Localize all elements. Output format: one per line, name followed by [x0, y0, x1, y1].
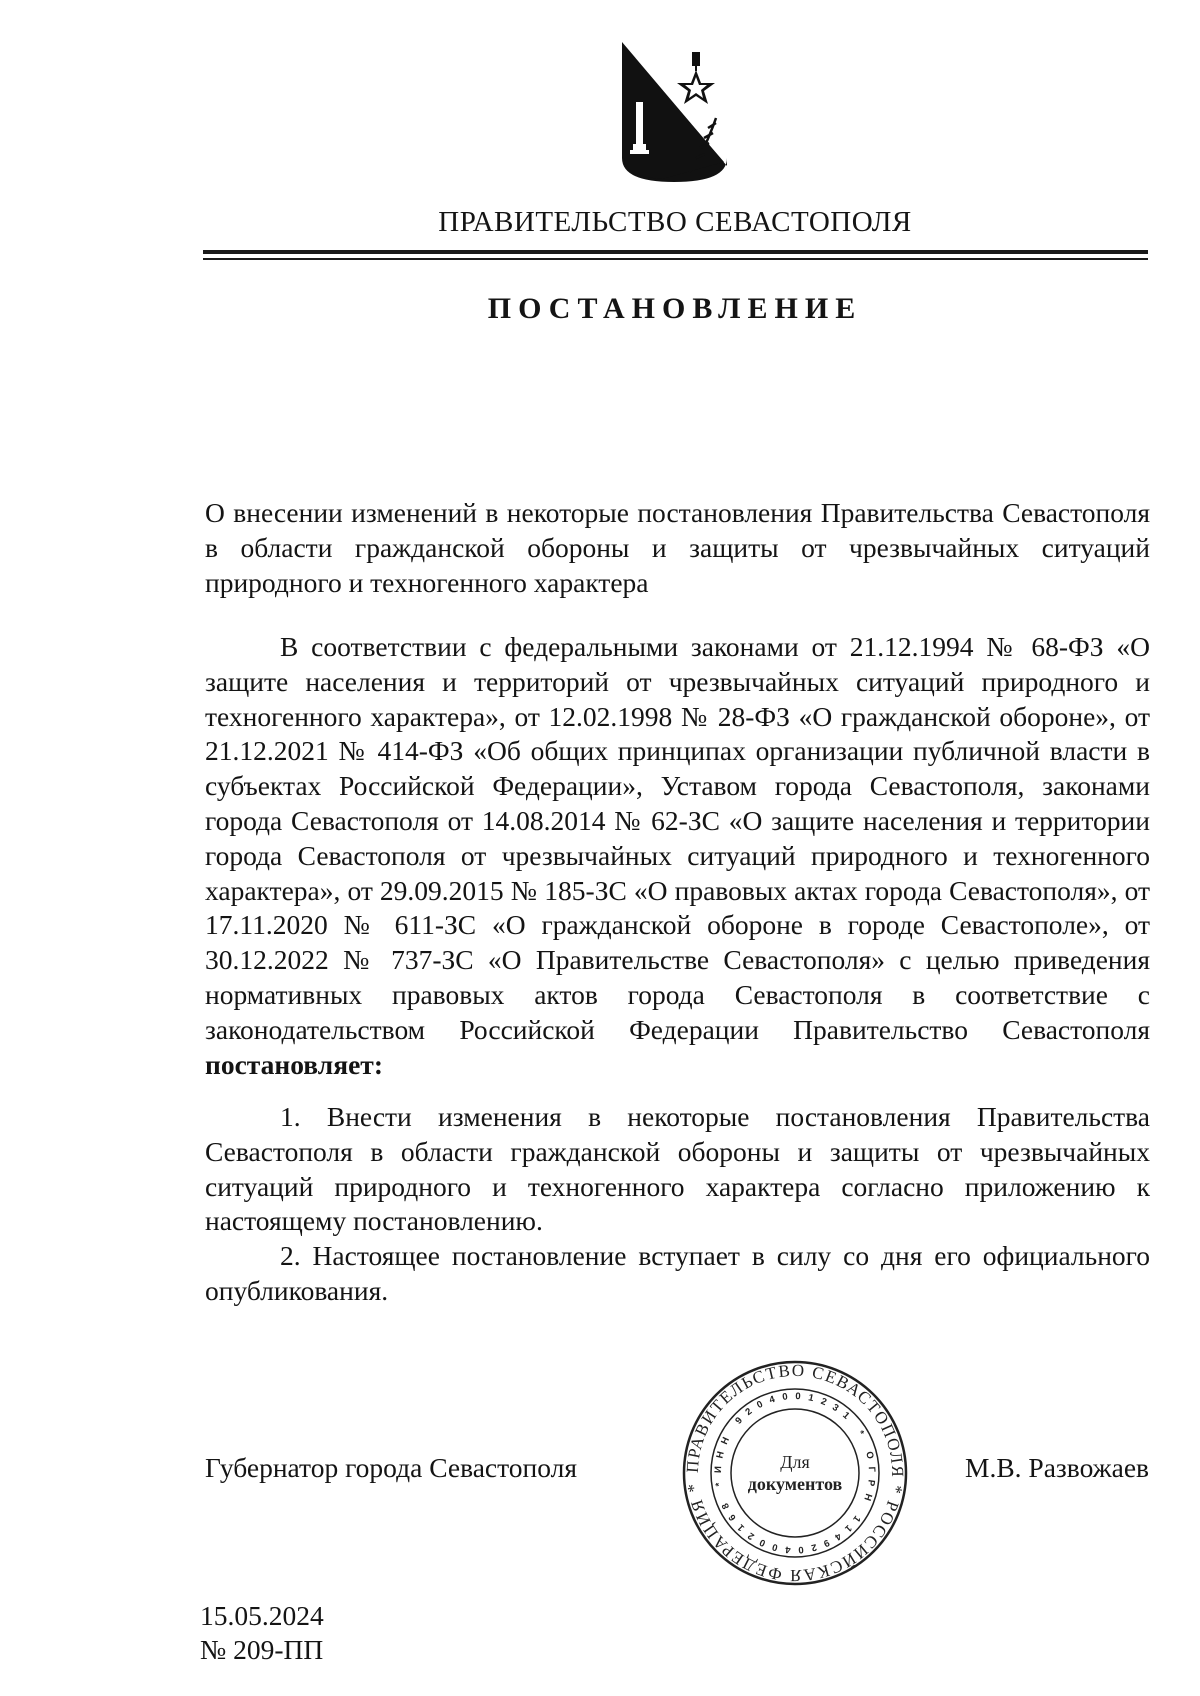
svg-text:ПРАВИТЕЛЬСТВО СЕВАСТОПОЛЯ * РО [683, 1361, 907, 1585]
decree-items [205, 1100, 1150, 1309]
decree-item-2: 2. Настоящее постановление вступает в силу со дня его официального опубликования. [205, 1240, 1150, 1306]
preamble-text: В соответствии с федеральными законами от 21.12.1994 № 68-ФЗ «О защите населения и территорий от чрезвычайных ситуаций природного и техногенного характера», от 12.02.1998 № 28-ФЗ «О гражданской обороне», от 21.12.2021 № 414-ФЗ «Об общих принципах организации публичной власти в субъектах Российской Федерации», Уставом города Севастополя, законами города Севастополя от 14.08.2014 № 62-ЗС «О защите населения и территории города Севастополя от чрезвычайных ситуаций природного и техногенного характера», от 29.09.2015 № 185-ЗС «О правовых актах города Севастополя», от 17.11.2020 № 611-ЗС «О гражданской обороне в городе Севастополе», от 30.12.2022 № 737-ЗС «О Правительстве Севастополя» с целью приведения нормативных правовых актов города Севастополя в соответствие с законодательством Российской Федерации Правительство Севастополя [205, 631, 1150, 1045]
document-type-heading: ПОСТАНОВЛЕНИЕ [487, 292, 863, 325]
signatory-position: Губернатор города Севастополя [205, 1452, 577, 1483]
header-divider-thick [203, 250, 1148, 254]
stamp-outer-text: ПРАВИТЕЛЬСТВО СЕВАСТОПОЛЯ * РОССИЙСКАЯ ФЕДЕРАЦИЯ * [682, 1360, 908, 1586]
decree-word: постановляет: [205, 1048, 383, 1080]
official-seal-stamp [680, 1358, 910, 1588]
stamp-inner-text: ИНН 9204001231 * ОГРН 1149204002168 * [712, 1390, 878, 1555]
stamp-center-line-1: Для [780, 1452, 810, 1472]
organization-title: ПРАВИТЕЛЬСТВО СЕВАСТОПОЛЯ [438, 206, 912, 238]
stamp-center-line-2: документов [747, 1474, 843, 1494]
header-divider-thin [203, 258, 1148, 260]
coat-of-arms-icon [612, 40, 737, 185]
signatory-name: М.В. Развожаев [965, 1452, 1150, 1483]
svg-text:ИНН 9204001231 * ОГРН 11492040 [713, 1391, 877, 1555]
document-number: № 209-ПП [200, 1634, 324, 1665]
document-subject: О внесении изменений в некоторые постановления Правительства Севастополя в области гражданской обороны и защиты от чрезвычайных ситуаций природного и техногенного характера [205, 497, 1150, 598]
decree-item-1: 1. Внести изменения в некоторые постановления Правительства Севастополя в области гражданской обороны и защиты от чрезвычайных ситуаций природного и техногенного характера согласно приложению к настоящему постановлению. [205, 1101, 1150, 1237]
document-date: 15.05.2024 [200, 1600, 324, 1631]
preamble-paragraph [205, 630, 1150, 1082]
